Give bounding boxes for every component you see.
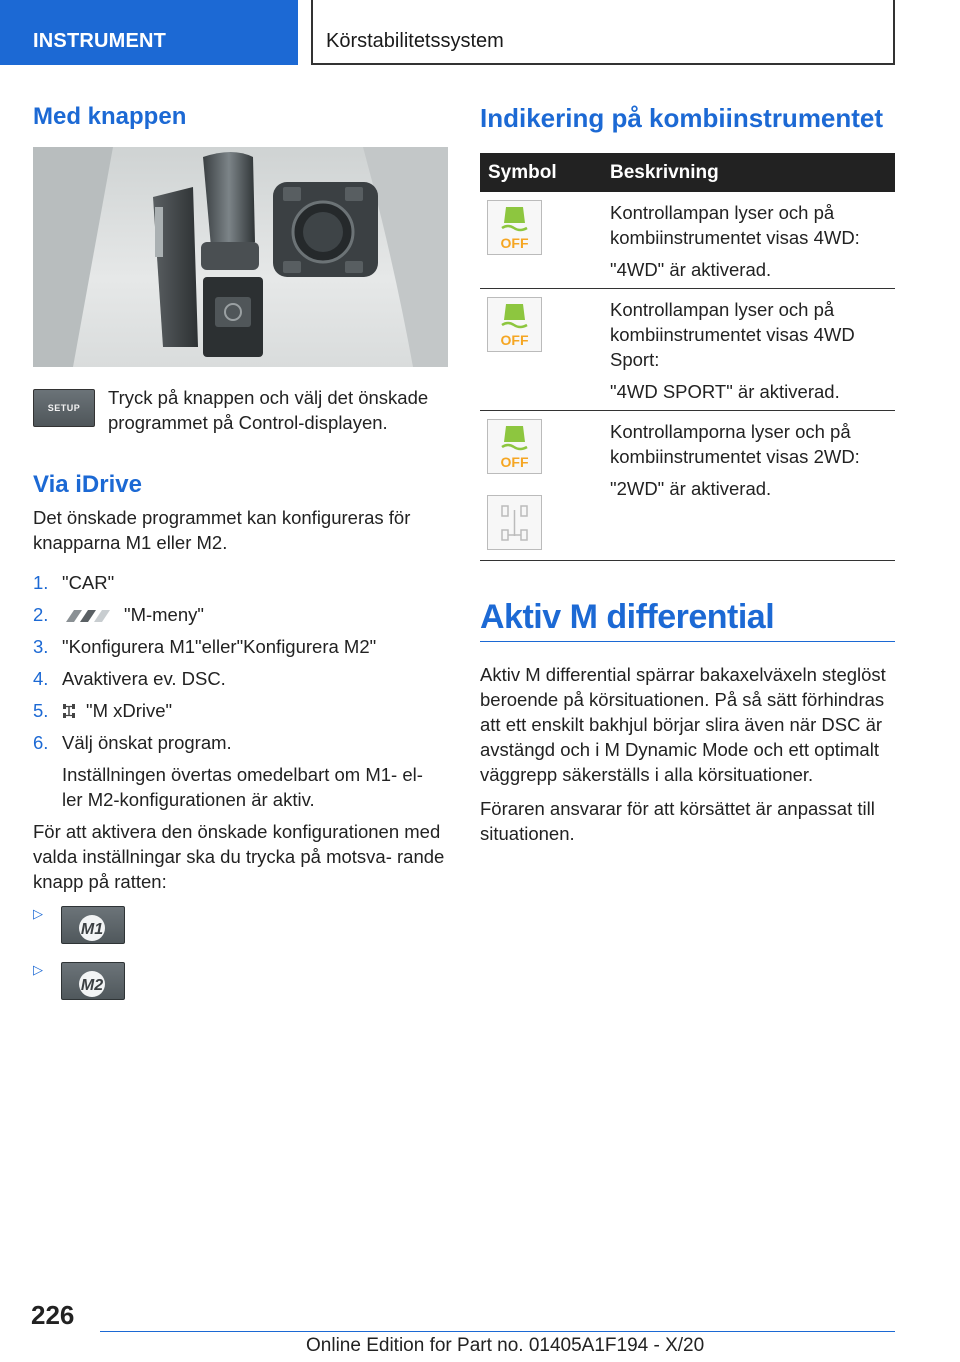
list-item bbox=[33, 602, 448, 627]
dsc-off-symbol bbox=[488, 420, 541, 473]
header-topic-label: Körstabilitetssystem bbox=[326, 30, 504, 52]
step-text: "CAR" bbox=[62, 572, 115, 593]
step-number: 3. bbox=[33, 636, 49, 657]
step-text: "M xDrive" bbox=[86, 700, 173, 721]
row-desc-text: Kontrollampan lyser och på kombiinstrumentet visas 4WD Sport: bbox=[610, 299, 855, 370]
dsc-off-lamp-icon bbox=[487, 419, 542, 474]
m1-symbol bbox=[62, 907, 126, 945]
step-number: 2. bbox=[33, 604, 49, 625]
step-text: "Konfigurera M1"eller"Konfigurera M2" bbox=[62, 636, 377, 657]
off-label: OFF bbox=[500, 332, 529, 348]
col-description: Beskrivning bbox=[610, 162, 719, 183]
step-text: Avaktivera ev. DSC. bbox=[62, 668, 226, 689]
row-description bbox=[610, 200, 895, 289]
m1-button-icon bbox=[61, 906, 125, 944]
center-console-photo bbox=[33, 147, 448, 367]
row-status-text: "4WD" är aktiverad. bbox=[610, 259, 772, 280]
table-header bbox=[480, 153, 895, 192]
step-number: 5. bbox=[33, 700, 49, 721]
page-number: 226 bbox=[31, 1300, 75, 1330]
list-item bbox=[33, 666, 448, 691]
heading-divider bbox=[480, 641, 895, 642]
step-text: "M-meny" bbox=[124, 604, 204, 625]
activation-instruction: För att aktivera den önskade konfigurationen med valda inställningar ska du trycka på motsva‑ rande knapp på ratten: bbox=[33, 821, 445, 892]
table-row bbox=[480, 289, 895, 411]
m-stripes-icon bbox=[62, 610, 114, 622]
arrow-bullet-icon: ▷ bbox=[33, 962, 43, 977]
indicator-table bbox=[480, 153, 895, 561]
step-subtext: Inställningen övertas omedelbart om M1‑ el‑ ler M2-konfigurationen är aktiv. bbox=[62, 764, 423, 810]
dsc-off-symbol bbox=[488, 201, 541, 254]
arrow-bullet-icon: ▷ bbox=[33, 906, 43, 921]
setup-button-label: SETUP bbox=[47, 403, 81, 413]
footer-divider bbox=[100, 1331, 895, 1332]
list-item bbox=[33, 698, 448, 723]
step-text: Välj önskat program. bbox=[62, 732, 232, 753]
heading-via-idrive: Via iDrive bbox=[33, 471, 142, 498]
m2-symbol bbox=[62, 963, 126, 1001]
step-number: 6. bbox=[33, 732, 49, 753]
header-section-label: INSTRUMENT bbox=[33, 30, 167, 52]
2wd-lamp-icon bbox=[487, 495, 542, 550]
dsc-off-symbol bbox=[488, 298, 541, 351]
list-item bbox=[33, 730, 448, 812]
step-number: 1. bbox=[33, 572, 49, 593]
table-row bbox=[480, 411, 895, 561]
idrive-intro: Det önskade programmet kan konfigureras för knapparna M1 eller M2. bbox=[33, 507, 411, 553]
heading-med-knappen: Med knappen bbox=[33, 103, 187, 130]
car-drivetrain-icon bbox=[62, 702, 76, 720]
center-console-illustration bbox=[33, 147, 448, 367]
setup-instruction: Tryck på knappen och välj det önskade programmet på Control-displayen. bbox=[108, 387, 429, 433]
dsc-off-lamp-icon bbox=[487, 297, 542, 352]
step-number: 4. bbox=[33, 668, 49, 689]
row-description bbox=[610, 419, 895, 508]
aktiv-description: Aktiv M differential spärrar bakaxelväxeln steglöst beroende på körsituationen. På så sätt förhindras att ett enskilt bakhjul börjar slira även när DSC är avstängd och i M Dynamic Mode och ett optimalt väggrepp säkerställs i alla körsituationer. bbox=[480, 664, 886, 785]
row-status-text: "4WD SPORT" är aktiverad. bbox=[610, 381, 840, 402]
row-description bbox=[610, 297, 895, 411]
heading-aktiv-m-differential: Aktiv M differential bbox=[480, 598, 775, 636]
m1-letter: M1 bbox=[80, 921, 104, 938]
list-item bbox=[33, 634, 448, 659]
setup-button-icon bbox=[33, 389, 95, 427]
col-symbol: Symbol bbox=[488, 162, 557, 183]
list-item bbox=[33, 570, 448, 595]
row-desc-text: Kontrollamporna lyser och på kombiinstrumentet visas 2WD: bbox=[610, 421, 860, 467]
table-row bbox=[480, 192, 895, 289]
off-label: OFF bbox=[500, 235, 529, 251]
dsc-off-lamp-icon bbox=[487, 200, 542, 255]
m2-button-icon bbox=[61, 962, 125, 1000]
footer-edition: Online Edition for Part no. 01405A1F194 - X/20 bbox=[306, 1335, 705, 1356]
aktiv-responsibility: Föraren ansvarar för att körsättet är anpassat till situationen. bbox=[480, 798, 875, 844]
idrive-steps-list bbox=[33, 570, 448, 819]
row-desc-text: Kontrollampan lyser och på kombiinstrumentet visas 4WD: bbox=[610, 202, 860, 248]
off-label: OFF bbox=[500, 454, 529, 470]
header-topic-tab bbox=[311, 0, 895, 65]
m2-letter: M2 bbox=[80, 977, 104, 994]
header-section-tab bbox=[0, 0, 298, 65]
heading-indikering: Indikering på kombiinstrumentet bbox=[480, 103, 884, 133]
2wd-symbol bbox=[488, 496, 541, 549]
row-status-text: "2WD" är aktiverad. bbox=[610, 478, 772, 499]
